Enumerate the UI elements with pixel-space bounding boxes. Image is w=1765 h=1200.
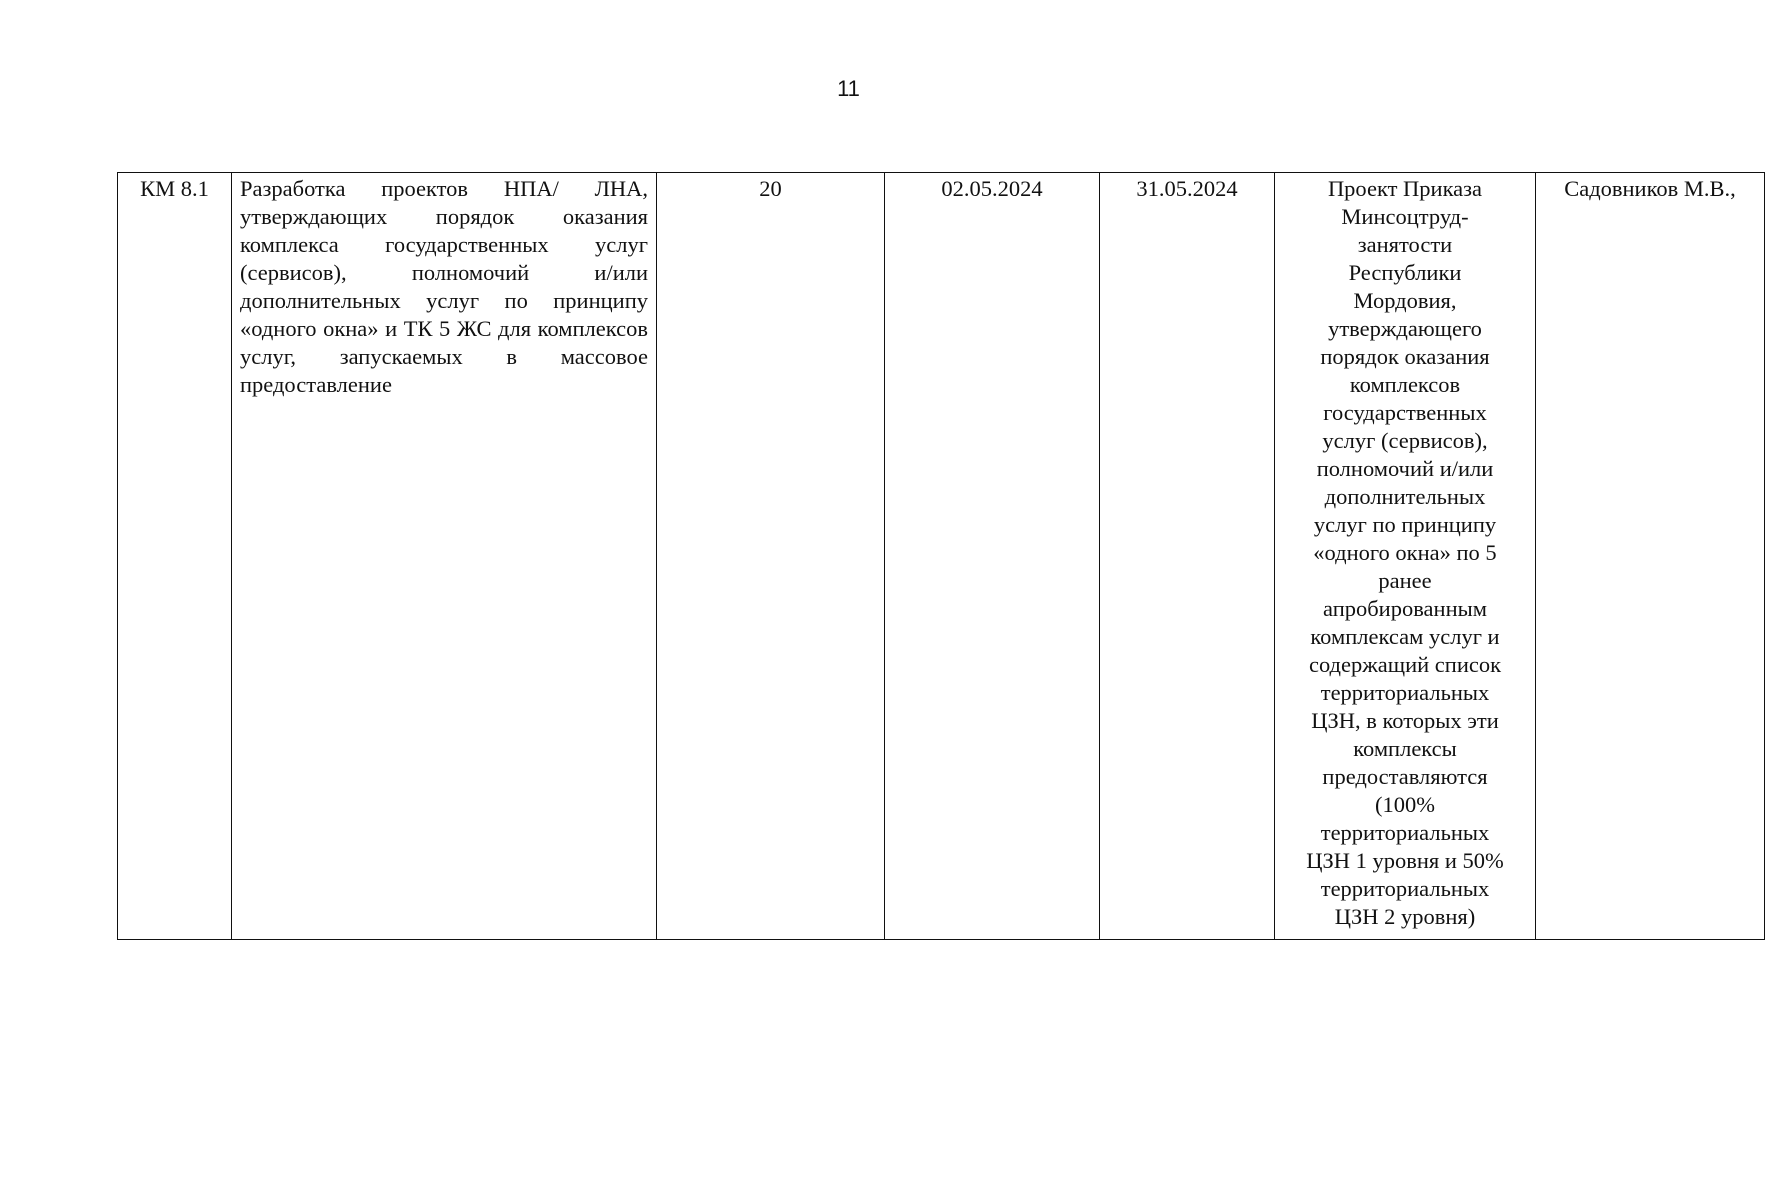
result-line: услуг по принципу [1313,512,1497,537]
result-line: содержащий список [1308,652,1502,677]
result-line: услуг (сервисов), [1322,428,1488,453]
result-line: полномочий и/или [1316,456,1494,481]
result-line: «одного окна» по 5 [1313,540,1497,565]
result-line: комплексам услуг и [1310,624,1500,649]
cell-code: КМ 8.1 [118,173,232,940]
result-line: ЦЗН, в которых эти [1311,708,1499,733]
result-line: ранее [1378,568,1432,593]
cell-number: 20 [657,173,885,940]
result-line: территориальных [1320,820,1490,845]
result-line: комплексов [1349,372,1461,397]
result-line: ЦЗН 1 уровня и 50% [1306,848,1504,873]
result-line: государственных [1323,400,1487,425]
cell-end-date: 31.05.2024 [1100,173,1275,940]
cell-result [1275,173,1536,940]
result-line: Республики [1348,260,1462,285]
result-line: Мордовия, [1353,288,1457,313]
result-line: комплексы [1353,736,1457,761]
result-line: предоставляются [1322,764,1488,789]
result-line: ЦЗН 2 уровня) [1334,904,1476,929]
activity-table [117,172,1765,940]
result-line: территориальных [1320,876,1490,901]
cell-start-date: 02.05.2024 [885,173,1100,940]
cell-responsible: Садовников М.В., [1536,173,1765,940]
result-line: занятости [1357,232,1453,257]
result-line: (100% [1375,792,1435,817]
result-line: территориальных [1320,680,1490,705]
result-line: порядок оказания [1320,344,1490,369]
cell-name: Разработка проектов НПА/ ЛНА, утверждающих порядок оказания комплекса государственных услуг (сервисов), полномочий и/или дополнительных услуг по принципу «одного окна» и ТК 5 ЖС для комплексов услуг, запускаемых в массовое предоставление [232,173,657,940]
result-line: Проект Приказа [1327,176,1483,201]
result-line: апробированным [1323,596,1487,621]
page-number: 11 [837,76,860,101]
table-row [118,173,1765,940]
result-line: Минсоцтруд- [1341,204,1469,229]
result-line: утверждающего [1328,316,1482,341]
result-line: дополнительных [1324,484,1486,509]
